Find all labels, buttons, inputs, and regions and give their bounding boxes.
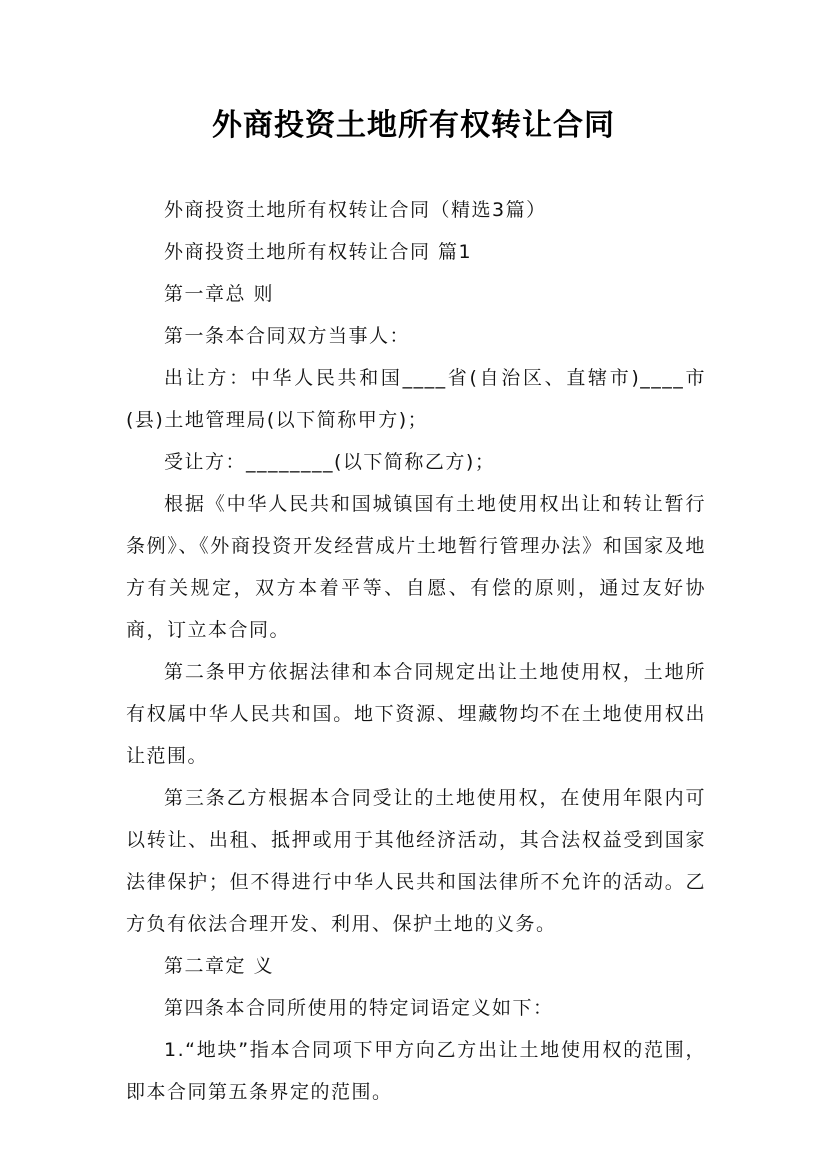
paragraph-5: 出让方：中华人民共和国____省(自治区、直辖市)____市(县)土地管理局(以下简称甲方)； bbox=[126, 367, 706, 431]
paragraph-4: 第一条本合同双方当事人： bbox=[164, 325, 411, 347]
document-body bbox=[126, 189, 706, 1113]
document-title: 外商投资土地所有权转让合同 bbox=[212, 108, 615, 143]
chapter-heading-2: 第二章定 义 bbox=[164, 955, 275, 977]
paragraph-8: 第二条甲方依据法律和本合同规定出让土地使用权，土地所有权属中华人民共和国。地下资源、埋藏物均不在土地使用权出让范围。 bbox=[126, 661, 706, 767]
paragraph-11: 第四条本合同所使用的特定词语定义如下： bbox=[164, 997, 554, 1019]
paragraph-1: 外商投资土地所有权转让合同（精选3篇） bbox=[164, 199, 547, 221]
paragraph-6: 受让方：________(以下简称乙方)； bbox=[164, 451, 496, 473]
paragraph-2: 外商投资土地所有权转让合同 篇1 bbox=[164, 241, 473, 263]
paragraph-7: 根据《中华人民共和国城镇国有土地使用权出让和转让暂行条例》、《外商投资开发经营成片土地暂行管理办法》和国家及地方有关规定，双方本着平等、自愿、有偿的原则，通过友好协商，订立本合同。 bbox=[126, 493, 706, 641]
paragraph-12: 1.“地块”指本合同项下甲方向乙方出让土地使用权的范围，即本合同第五条界定的范围。 bbox=[126, 1039, 706, 1103]
paragraph-9: 第三条乙方根据本合同受让的土地使用权，在使用年限内可以转让、出租、抵押或用于其他经济活动，其合法权益受到国家法律保护；但不得进行中华人民共和国法律所不允许的活动。乙方负有依法合理开发、利用、保护土地的义务。 bbox=[126, 787, 706, 935]
chapter-heading-1: 第一章总 则 bbox=[164, 283, 275, 305]
